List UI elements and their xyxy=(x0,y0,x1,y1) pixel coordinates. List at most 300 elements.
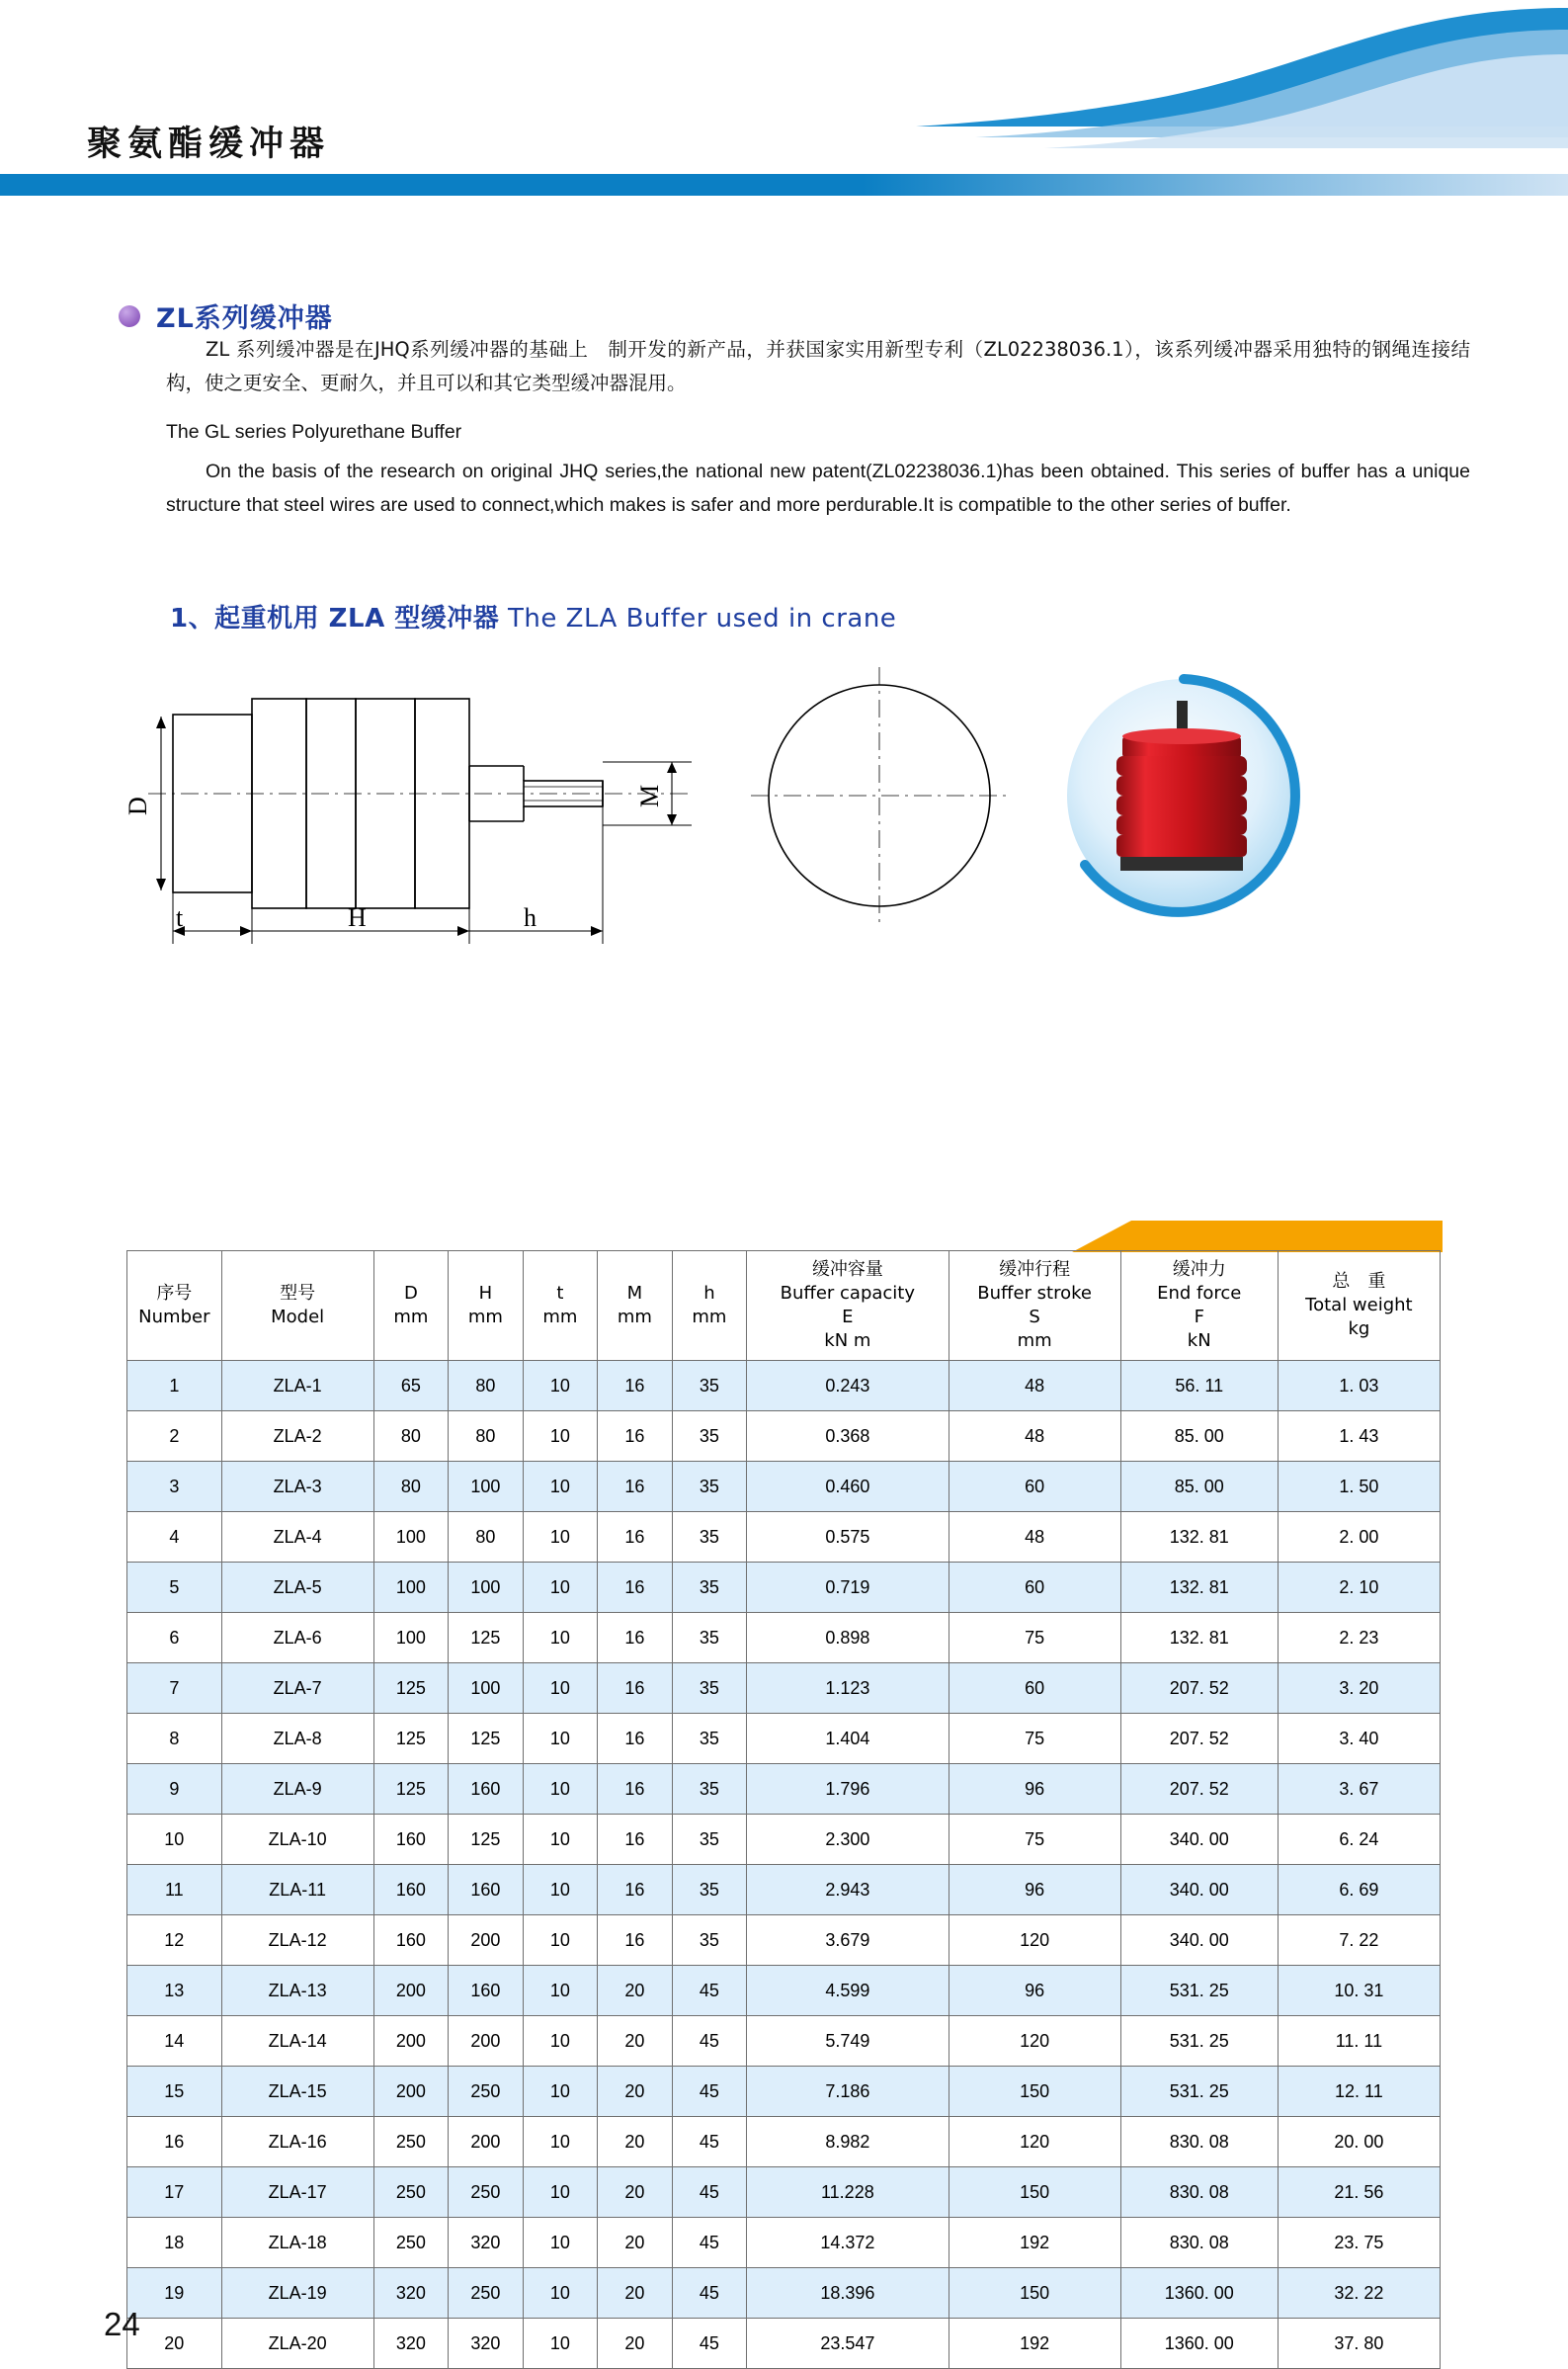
cell-stroke: 192 xyxy=(949,2218,1120,2268)
th-m-unit: mm xyxy=(617,1307,652,1327)
cell-capacity: 3.679 xyxy=(747,1915,949,1966)
cell-h-lower: 35 xyxy=(672,1411,747,1462)
th-model-cn: 型号 xyxy=(280,1283,316,1304)
cell-capacity: 0.368 xyxy=(747,1411,949,1462)
cell-h-lower: 45 xyxy=(672,2016,747,2067)
cell-stroke: 75 xyxy=(949,1815,1120,1865)
cell-number: 13 xyxy=(127,1966,222,2016)
cell-m: 20 xyxy=(598,2067,673,2117)
cell-h-upper: 160 xyxy=(449,1966,524,2016)
section-heading-row xyxy=(119,296,333,335)
cell-h-lower: 35 xyxy=(672,1563,747,1613)
cell-d: 160 xyxy=(373,1865,449,1915)
page-title: 聚氨酯缓冲器 xyxy=(87,124,331,164)
th-h-upper-unit: mm xyxy=(467,1307,503,1327)
cell-h-upper: 160 xyxy=(449,1865,524,1915)
th-number xyxy=(127,1251,222,1361)
cell-force: 1360. 00 xyxy=(1120,2319,1278,2369)
cell-weight: 10. 31 xyxy=(1278,1966,1440,2016)
cell-capacity: 7.186 xyxy=(747,2067,949,2117)
table-row xyxy=(127,2218,1441,2268)
cell-m: 16 xyxy=(598,1411,673,1462)
cell-capacity: 18.396 xyxy=(747,2268,949,2319)
cell-h-upper: 250 xyxy=(449,2067,524,2117)
cell-m: 20 xyxy=(598,2319,673,2369)
cell-number: 14 xyxy=(127,2016,222,2067)
cell-force: 85. 00 xyxy=(1120,1411,1278,1462)
cell-force: 531. 25 xyxy=(1120,1966,1278,2016)
cell-model: ZLA-11 xyxy=(221,1865,373,1915)
paragraph-english xyxy=(166,455,1470,522)
drawing-label-h: h xyxy=(524,903,536,932)
cell-h-lower: 45 xyxy=(672,2067,747,2117)
table-row xyxy=(127,1411,1441,1462)
cell-t: 10 xyxy=(523,1815,598,1865)
cell-force: 1360. 00 xyxy=(1120,2268,1278,2319)
cell-weight: 12. 11 xyxy=(1278,2067,1440,2117)
cell-m: 16 xyxy=(598,1815,673,1865)
th-m xyxy=(598,1251,673,1361)
table-row xyxy=(127,2319,1441,2369)
cell-model: ZLA-3 xyxy=(221,1462,373,1512)
cell-number: 19 xyxy=(127,2268,222,2319)
cell-number: 9 xyxy=(127,1764,222,1815)
cell-d: 80 xyxy=(373,1462,449,1512)
table-row xyxy=(127,1663,1441,1714)
cell-h-lower: 35 xyxy=(672,1714,747,1764)
cell-force: 85. 00 xyxy=(1120,1462,1278,1512)
cell-t: 10 xyxy=(523,2167,598,2218)
cell-h-upper: 200 xyxy=(449,2016,524,2067)
cell-h-upper: 160 xyxy=(449,1764,524,1815)
cell-t: 10 xyxy=(523,2016,598,2067)
drawing-label-t: t xyxy=(176,903,184,932)
cell-t: 10 xyxy=(523,2319,598,2369)
table-row xyxy=(127,1512,1441,1563)
cell-weight: 21. 56 xyxy=(1278,2167,1440,2218)
th-h-lower xyxy=(672,1251,747,1361)
th-d-unit: mm xyxy=(393,1307,429,1327)
cell-number: 5 xyxy=(127,1563,222,1613)
cell-weight: 3. 20 xyxy=(1278,1663,1440,1714)
section-heading: ZL系列缓冲器 xyxy=(156,303,333,334)
cell-stroke: 150 xyxy=(949,2067,1120,2117)
cell-model: ZLA-7 xyxy=(221,1663,373,1714)
cell-stroke: 120 xyxy=(949,2117,1120,2167)
subsection-heading-cn: 1、起重机用 ZLA 型缓冲器 xyxy=(170,604,500,634)
cell-weight: 32. 22 xyxy=(1278,2268,1440,2319)
cell-model: ZLA-2 xyxy=(221,1411,373,1462)
th-buffer-stroke xyxy=(949,1251,1120,1361)
product-photo xyxy=(1045,657,1322,934)
cell-weight: 7. 22 xyxy=(1278,1915,1440,1966)
cell-stroke: 96 xyxy=(949,1865,1120,1915)
cell-capacity: 1.796 xyxy=(747,1764,949,1815)
cell-force: 132. 81 xyxy=(1120,1563,1278,1613)
th-weight-en: Total weight xyxy=(1305,1295,1413,1315)
cell-d: 125 xyxy=(373,1663,449,1714)
cell-t: 10 xyxy=(523,1865,598,1915)
cell-h-upper: 100 xyxy=(449,1462,524,1512)
spec-table-container xyxy=(126,1250,1441,2369)
drawing-front-view xyxy=(751,667,1008,924)
cell-h-lower: 45 xyxy=(672,2117,747,2167)
cell-model: ZLA-8 xyxy=(221,1714,373,1764)
cell-force: 830. 08 xyxy=(1120,2117,1278,2167)
table-row xyxy=(127,1563,1441,1613)
cell-d: 80 xyxy=(373,1411,449,1462)
table-row xyxy=(127,2268,1441,2319)
cell-stroke: 60 xyxy=(949,1462,1120,1512)
th-t xyxy=(523,1251,598,1361)
cell-d: 65 xyxy=(373,1361,449,1411)
cell-h-lower: 35 xyxy=(672,1613,747,1663)
cell-number: 3 xyxy=(127,1462,222,1512)
cell-model: ZLA-4 xyxy=(221,1512,373,1563)
th-capacity-cn: 缓冲容量 xyxy=(811,1259,883,1280)
th-stroke-unit: mm xyxy=(1017,1330,1052,1351)
cell-d: 200 xyxy=(373,2016,449,2067)
table-row xyxy=(127,1714,1441,1764)
paragraph-english-text: On the basis of the research on original JHQ series,the national new patent(ZL02238036.1)has been obtained. This series of buffer has a unique structure that steel wires are used to connect,which makes is safer and more perdurable.It is compatible to the other series of buffer. xyxy=(166,461,1470,516)
cell-d: 250 xyxy=(373,2167,449,2218)
header-color-bar xyxy=(0,174,1568,196)
cell-h-lower: 45 xyxy=(672,1966,747,2016)
th-stroke-cn: 缓冲行程 xyxy=(999,1259,1071,1280)
spec-table xyxy=(126,1250,1441,2369)
table-row xyxy=(127,2067,1441,2117)
cell-number: 8 xyxy=(127,1714,222,1764)
cell-number: 6 xyxy=(127,1613,222,1663)
cell-capacity: 4.599 xyxy=(747,1966,949,2016)
cell-stroke: 150 xyxy=(949,2167,1120,2218)
paragraph-english-title: The GL series Polyurethane Buffer xyxy=(166,421,462,443)
cell-h-upper: 125 xyxy=(449,1815,524,1865)
cell-h-upper: 80 xyxy=(449,1411,524,1462)
cell-m: 20 xyxy=(598,2016,673,2067)
cell-weight: 2. 23 xyxy=(1278,1613,1440,1663)
cell-force: 56. 11 xyxy=(1120,1361,1278,1411)
cell-number: 7 xyxy=(127,1663,222,1714)
cell-m: 16 xyxy=(598,1613,673,1663)
drawing-label-D: D xyxy=(124,797,152,815)
table-row xyxy=(127,1764,1441,1815)
cell-h-lower: 35 xyxy=(672,1815,747,1865)
cell-m: 16 xyxy=(598,1563,673,1613)
cell-capacity: 0.575 xyxy=(747,1512,949,1563)
paragraph-chinese xyxy=(166,333,1470,400)
cell-h-lower: 45 xyxy=(672,2167,747,2218)
cell-m: 16 xyxy=(598,1915,673,1966)
table-row xyxy=(127,1361,1441,1411)
cell-m: 16 xyxy=(598,1865,673,1915)
cell-capacity: 0.243 xyxy=(747,1361,949,1411)
cell-h-upper: 100 xyxy=(449,1663,524,1714)
th-force-cn: 缓冲力 xyxy=(1172,1259,1226,1280)
bullet-dot-icon xyxy=(119,305,140,327)
cell-stroke: 48 xyxy=(949,1361,1120,1411)
cell-d: 200 xyxy=(373,2067,449,2117)
cell-m: 16 xyxy=(598,1462,673,1512)
paragraph-chinese-text: ZL 系列缓冲器是在JHQ系列缓冲器的基础上 制开发的新产品，并获国家实用新型专利（ZL02238036.1），该系列缓冲器采用独特的钢绳连接结构，使之更安全、更耐久，并且可以和其它类型缓冲器混用。 xyxy=(166,338,1470,394)
cell-stroke: 192 xyxy=(949,2319,1120,2369)
cell-h-lower: 35 xyxy=(672,1764,747,1815)
cell-t: 10 xyxy=(523,1512,598,1563)
spec-table-body xyxy=(127,1361,1441,2369)
th-weight-unit: kg xyxy=(1348,1318,1370,1339)
page-number: 24 xyxy=(104,2306,140,2342)
cell-d: 250 xyxy=(373,2117,449,2167)
cell-d: 250 xyxy=(373,2218,449,2268)
drawing-label-H: H xyxy=(348,903,367,932)
cell-d: 125 xyxy=(373,1714,449,1764)
cell-model: ZLA-13 xyxy=(221,1966,373,2016)
cell-d: 160 xyxy=(373,1915,449,1966)
cell-h-lower: 35 xyxy=(672,1462,747,1512)
cell-force: 531. 25 xyxy=(1120,2016,1278,2067)
table-row xyxy=(127,1915,1441,1966)
cell-t: 10 xyxy=(523,1764,598,1815)
th-t-unit: mm xyxy=(542,1307,578,1327)
cell-h-upper: 80 xyxy=(449,1512,524,1563)
cell-force: 340. 00 xyxy=(1120,1865,1278,1915)
th-h-lower-symbol: h xyxy=(703,1283,715,1304)
cell-m: 16 xyxy=(598,1714,673,1764)
cell-t: 10 xyxy=(523,1915,598,1966)
cell-number: 2 xyxy=(127,1411,222,1462)
cell-stroke: 96 xyxy=(949,1966,1120,2016)
drawing-label-M: M xyxy=(635,784,664,807)
cell-number: 10 xyxy=(127,1815,222,1865)
cell-capacity: 0.719 xyxy=(747,1563,949,1613)
cell-h-lower: 45 xyxy=(672,2319,747,2369)
cell-model: ZLA-15 xyxy=(221,2067,373,2117)
cell-h-upper: 320 xyxy=(449,2319,524,2369)
cell-stroke: 96 xyxy=(949,1764,1120,1815)
table-row xyxy=(127,2167,1441,2218)
th-h-lower-unit: mm xyxy=(692,1307,727,1327)
cell-stroke: 75 xyxy=(949,1714,1120,1764)
cell-model: ZLA-5 xyxy=(221,1563,373,1613)
table-row xyxy=(127,1815,1441,1865)
cell-capacity: 1.123 xyxy=(747,1663,949,1714)
cell-force: 830. 08 xyxy=(1120,2167,1278,2218)
th-capacity-en: Buffer capacity xyxy=(780,1283,916,1304)
cell-capacity: 5.749 xyxy=(747,2016,949,2067)
cell-t: 10 xyxy=(523,1613,598,1663)
cell-model: ZLA-10 xyxy=(221,1815,373,1865)
cell-model: ZLA-18 xyxy=(221,2218,373,2268)
cell-capacity: 2.943 xyxy=(747,1865,949,1915)
th-stroke-en: Buffer stroke xyxy=(977,1283,1092,1304)
cell-h-lower: 35 xyxy=(672,1361,747,1411)
cell-force: 207. 52 xyxy=(1120,1764,1278,1815)
th-stroke-symbol: S xyxy=(1029,1307,1040,1327)
th-force-symbol: F xyxy=(1194,1307,1204,1327)
cell-t: 10 xyxy=(523,2218,598,2268)
cell-model: ZLA-19 xyxy=(221,2268,373,2319)
cell-d: 100 xyxy=(373,1613,449,1663)
cell-m: 20 xyxy=(598,2218,673,2268)
cell-weight: 1. 03 xyxy=(1278,1361,1440,1411)
cell-h-lower: 35 xyxy=(672,1915,747,1966)
cell-stroke: 120 xyxy=(949,2016,1120,2067)
cell-weight: 20. 00 xyxy=(1278,2117,1440,2167)
cell-h-upper: 100 xyxy=(449,1563,524,1613)
cell-force: 207. 52 xyxy=(1120,1663,1278,1714)
cell-m: 20 xyxy=(598,2167,673,2218)
cell-number: 20 xyxy=(127,2319,222,2369)
cell-t: 10 xyxy=(523,1714,598,1764)
cell-h-upper: 250 xyxy=(449,2268,524,2319)
cell-stroke: 48 xyxy=(949,1411,1120,1462)
table-row xyxy=(127,1966,1441,2016)
cell-weight: 1. 43 xyxy=(1278,1411,1440,1462)
cell-t: 10 xyxy=(523,1361,598,1411)
th-capacity-unit: kN m xyxy=(824,1330,871,1351)
cell-weight: 6. 24 xyxy=(1278,1815,1440,1865)
cell-t: 10 xyxy=(523,1966,598,2016)
cell-m: 20 xyxy=(598,1966,673,2016)
cell-d: 320 xyxy=(373,2268,449,2319)
cell-number: 15 xyxy=(127,2067,222,2117)
cell-weight: 2. 00 xyxy=(1278,1512,1440,1563)
cell-model: ZLA-17 xyxy=(221,2167,373,2218)
subsection-heading-en: The ZLA Buffer used in crane xyxy=(499,604,897,634)
cell-stroke: 48 xyxy=(949,1512,1120,1563)
cell-model: ZLA-12 xyxy=(221,1915,373,1966)
table-row xyxy=(127,1865,1441,1915)
cell-weight: 2. 10 xyxy=(1278,1563,1440,1613)
cell-t: 10 xyxy=(523,1563,598,1613)
th-buffer-capacity xyxy=(747,1251,949,1361)
cell-model: ZLA-1 xyxy=(221,1361,373,1411)
th-t-symbol: t xyxy=(556,1283,564,1304)
cell-t: 10 xyxy=(523,1411,598,1462)
cell-model: ZLA-16 xyxy=(221,2117,373,2167)
cell-h-upper: 250 xyxy=(449,2167,524,2218)
cell-h-lower: 35 xyxy=(672,1512,747,1563)
cell-m: 16 xyxy=(598,1663,673,1714)
cell-m: 20 xyxy=(598,2117,673,2167)
cell-h-upper: 200 xyxy=(449,1915,524,1966)
cell-weight: 37. 80 xyxy=(1278,2319,1440,2369)
page-header xyxy=(0,0,1568,203)
cell-h-lower: 45 xyxy=(672,2268,747,2319)
th-d-symbol: D xyxy=(403,1283,418,1304)
cell-h-upper: 200 xyxy=(449,2117,524,2167)
cell-force: 132. 81 xyxy=(1120,1613,1278,1663)
th-weight-cn: 总 重 xyxy=(1332,1271,1386,1292)
cell-t: 10 xyxy=(523,2117,598,2167)
cell-m: 16 xyxy=(598,1764,673,1815)
cell-d: 160 xyxy=(373,1815,449,1865)
cell-force: 340. 00 xyxy=(1120,1815,1278,1865)
table-row xyxy=(127,2016,1441,2067)
th-capacity-symbol: E xyxy=(842,1307,854,1327)
cell-number: 4 xyxy=(127,1512,222,1563)
technical-drawing xyxy=(0,647,1568,993)
cell-d: 100 xyxy=(373,1563,449,1613)
cell-model: ZLA-9 xyxy=(221,1764,373,1815)
cell-weight: 11. 11 xyxy=(1278,2016,1440,2067)
cell-capacity: 0.898 xyxy=(747,1613,949,1663)
cell-d: 100 xyxy=(373,1512,449,1563)
cell-h-lower: 35 xyxy=(672,1865,747,1915)
cell-stroke: 75 xyxy=(949,1613,1120,1663)
cell-h-lower: 35 xyxy=(672,1663,747,1714)
th-end-force xyxy=(1120,1251,1278,1361)
cell-h-lower: 45 xyxy=(672,2218,747,2268)
spec-table-head xyxy=(127,1251,1441,1361)
cell-h-upper: 125 xyxy=(449,1714,524,1764)
cell-t: 10 xyxy=(523,1462,598,1512)
cell-capacity: 2.300 xyxy=(747,1815,949,1865)
th-number-en: Number xyxy=(138,1307,210,1327)
cell-m: 20 xyxy=(598,2268,673,2319)
cell-stroke: 120 xyxy=(949,1915,1120,1966)
cell-capacity: 23.547 xyxy=(747,2319,949,2369)
cell-force: 207. 52 xyxy=(1120,1714,1278,1764)
cell-weight: 23. 75 xyxy=(1278,2218,1440,2268)
cell-weight: 1. 50 xyxy=(1278,1462,1440,1512)
cell-number: 16 xyxy=(127,2117,222,2167)
cell-number: 1 xyxy=(127,1361,222,1411)
cell-stroke: 60 xyxy=(949,1663,1120,1714)
cell-force: 340. 00 xyxy=(1120,1915,1278,1966)
cell-force: 132. 81 xyxy=(1120,1512,1278,1563)
header-swoosh-graphic xyxy=(679,0,1568,198)
th-number-cn: 序号 xyxy=(156,1283,193,1304)
cell-t: 10 xyxy=(523,2067,598,2117)
th-total-weight xyxy=(1278,1251,1440,1361)
cell-d: 320 xyxy=(373,2319,449,2369)
cell-force: 531. 25 xyxy=(1120,2067,1278,2117)
cell-stroke: 150 xyxy=(949,2268,1120,2319)
table-row xyxy=(127,1462,1441,1512)
cell-weight: 6. 69 xyxy=(1278,1865,1440,1915)
th-model xyxy=(221,1251,373,1361)
cell-t: 10 xyxy=(523,2268,598,2319)
th-model-en: Model xyxy=(271,1307,325,1327)
th-m-symbol: M xyxy=(626,1283,643,1304)
cell-number: 12 xyxy=(127,1915,222,1966)
cell-capacity: 14.372 xyxy=(747,2218,949,2268)
th-h-upper-symbol: H xyxy=(478,1283,493,1304)
cell-number: 18 xyxy=(127,2218,222,2268)
table-row xyxy=(127,2117,1441,2167)
th-h-upper xyxy=(449,1251,524,1361)
table-header-row xyxy=(127,1251,1441,1361)
cell-h-upper: 125 xyxy=(449,1613,524,1663)
cell-capacity: 1.404 xyxy=(747,1714,949,1764)
cell-d: 125 xyxy=(373,1764,449,1815)
cell-d: 200 xyxy=(373,1966,449,2016)
orange-accent-tab xyxy=(1072,1221,1443,1252)
cell-model: ZLA-6 xyxy=(221,1613,373,1663)
cell-stroke: 60 xyxy=(949,1563,1120,1613)
cell-model: ZLA-14 xyxy=(221,2016,373,2067)
cell-t: 10 xyxy=(523,1663,598,1714)
cell-m: 16 xyxy=(598,1512,673,1563)
th-d xyxy=(373,1251,449,1361)
cell-weight: 3. 40 xyxy=(1278,1714,1440,1764)
cell-weight: 3. 67 xyxy=(1278,1764,1440,1815)
table-row xyxy=(127,1613,1441,1663)
th-force-unit: kN xyxy=(1187,1330,1211,1351)
cell-h-upper: 320 xyxy=(449,2218,524,2268)
cell-force: 830. 08 xyxy=(1120,2218,1278,2268)
